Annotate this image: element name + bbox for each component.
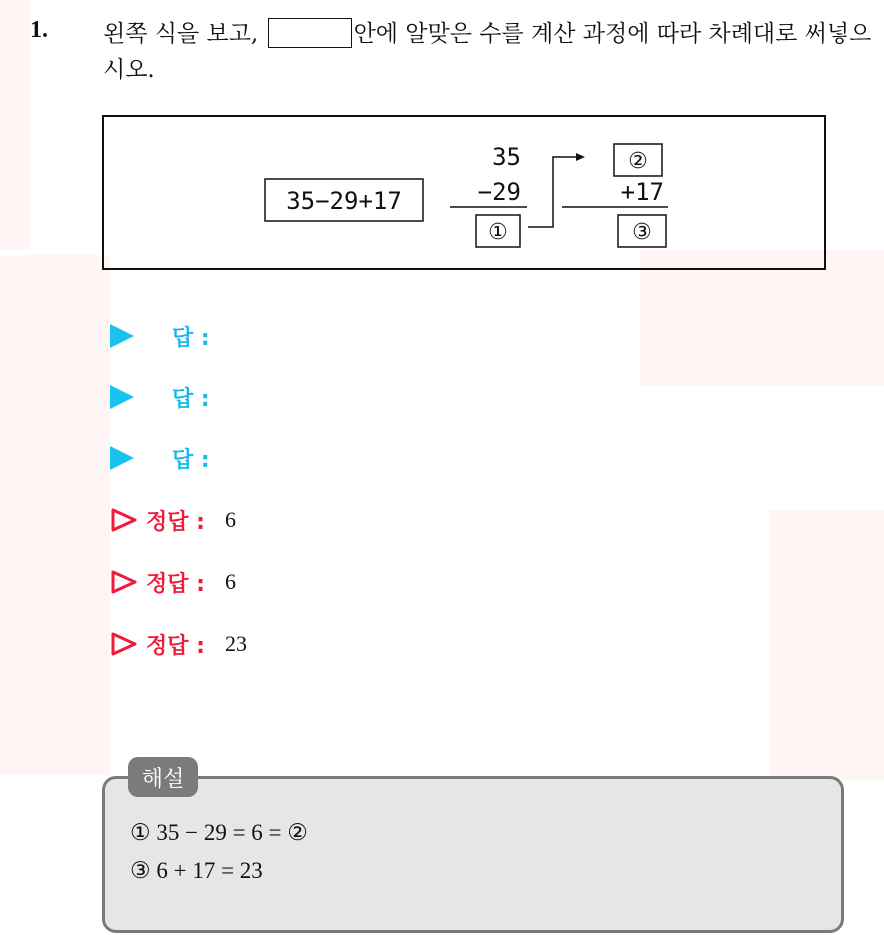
play-triangle-icon bbox=[110, 385, 134, 409]
calculation-diagram bbox=[104, 117, 828, 272]
question-text-before: 왼쪽 식을 보고, bbox=[103, 21, 259, 47]
question-text bbox=[103, 16, 873, 88]
correct-answer-label: 정답 : bbox=[146, 571, 205, 597]
answer-row-1 bbox=[110, 321, 210, 351]
question-text-after: 안에 알맞은 수를 계산 과정에 따라 차례대로 써넣으시오. bbox=[103, 21, 872, 83]
correct-answer-label: 정답 : bbox=[146, 633, 205, 659]
answer-row-3 bbox=[110, 443, 210, 473]
answer-label: 답 : bbox=[172, 386, 210, 412]
answer-row-2 bbox=[110, 382, 210, 412]
question-number: 1. bbox=[30, 17, 48, 43]
outline-triangle-icon bbox=[110, 507, 138, 533]
correct-answer-row-1 bbox=[110, 505, 236, 535]
addend-text: +17 bbox=[620, 178, 664, 206]
background-tint bbox=[770, 510, 884, 780]
subtrahend-text: −29 bbox=[477, 178, 521, 206]
blank-label-3: ③ bbox=[632, 220, 652, 245]
explanation-box bbox=[102, 776, 844, 933]
blank-label-1: ① bbox=[488, 220, 508, 245]
play-triangle-icon bbox=[110, 446, 134, 470]
connector-arrow-head bbox=[576, 153, 585, 161]
connector-arrow-line bbox=[528, 157, 579, 227]
explanation-tag: 해설 bbox=[128, 757, 198, 797]
answer-label: 답 : bbox=[172, 447, 210, 473]
outline-triangle-icon bbox=[110, 569, 138, 595]
play-triangle-icon bbox=[110, 324, 134, 348]
minuend-text: 35 bbox=[492, 143, 521, 171]
outline-triangle-icon bbox=[110, 631, 138, 657]
explanation-line-1: ① 35 − 29 = 6 = ② bbox=[130, 820, 308, 845]
answer-label: 답 : bbox=[172, 325, 210, 351]
correct-answer-value: 6 bbox=[224, 507, 236, 532]
correct-answer-value: 23 bbox=[224, 631, 247, 656]
blank-label-2: ② bbox=[628, 149, 648, 174]
explanation-line-2: ③ 6 + 17 = 23 bbox=[130, 858, 263, 883]
correct-answer-row-2 bbox=[110, 567, 236, 597]
correct-answer-row-3 bbox=[110, 629, 247, 659]
calculation-figure bbox=[102, 115, 826, 270]
background-tint bbox=[0, 0, 30, 250]
inline-blank-box bbox=[268, 18, 352, 48]
background-tint bbox=[0, 255, 110, 775]
expression-text: 35−29+17 bbox=[286, 187, 402, 215]
correct-answer-value: 6 bbox=[224, 569, 236, 594]
correct-answer-label: 정답 : bbox=[146, 509, 205, 535]
